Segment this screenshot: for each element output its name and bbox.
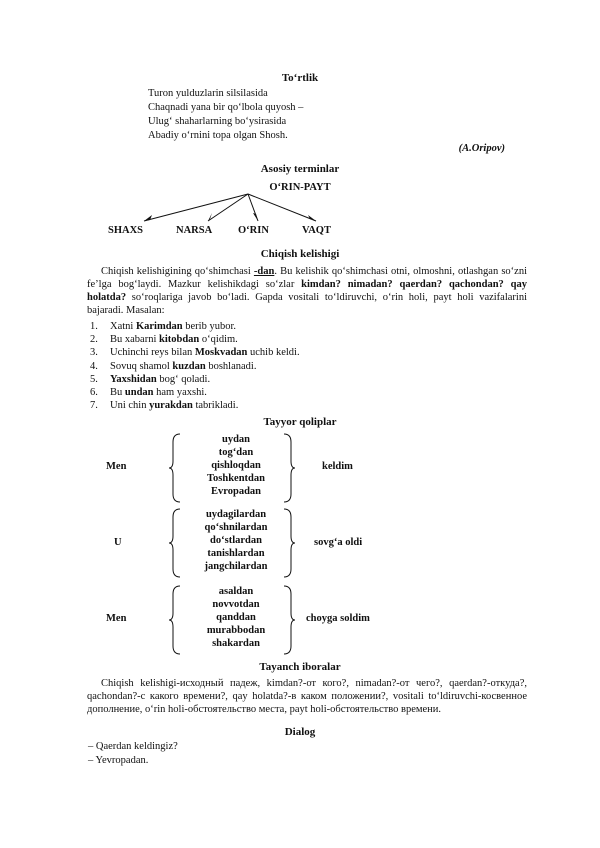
tree-root: O‘RIN-PAYT: [269, 182, 331, 193]
pattern-verb: keldim: [322, 461, 353, 472]
right-brace: [282, 432, 296, 504]
poem-line: Abadiy o‘rnini topa olgan Shosh.: [148, 130, 288, 141]
right-brace: [282, 584, 296, 656]
pattern-verb: choyga soldim: [306, 613, 370, 624]
dialog-line: – Qaerdan keldingiz?: [88, 741, 178, 752]
pattern-words: uydagilardan qo‘shnilardan do‘stlardan tanishlardan jangchilardan: [204, 509, 268, 572]
pattern-subject: U: [114, 537, 122, 548]
pattern-words: asaldan novvotdan qanddan murabbodan shakardan: [206, 586, 266, 649]
list-item: 2. Bu xabarni kitobdan o‘qidim.: [90, 334, 238, 346]
pattern-words: uydan tog‘dan qishloqdan Toshkentdan Evropadan: [207, 434, 265, 497]
list-item: 6. Bu undan ham yaxshi.: [90, 386, 207, 398]
pattern-subject: Men: [106, 461, 127, 472]
poem-line: Ulug‘ shaharlarning bo‘ysirasida: [148, 116, 287, 127]
list-item: 3. Uchinchi reys bilan Moskvadan uchib keldi.: [90, 347, 300, 359]
poem-line: Turon yulduzlarin silsilasida: [148, 88, 268, 99]
suffix: -dan: [253, 266, 275, 277]
pattern-subject: Men: [106, 613, 127, 624]
tree-edge: [248, 194, 316, 221]
right-brace: [282, 507, 296, 579]
list-item: 4. Sovuq shamol kuzdan boshlanadi.: [90, 360, 257, 372]
tree-leaf: O‘RIN: [238, 225, 269, 236]
dialog-heading: Dialog: [284, 726, 316, 738]
poem-line: Chaqnadi yana bir qo‘lbola quyosh –: [148, 102, 304, 113]
questions: kimdan? nimadan? qaerdan? qachondan? qay holatda?: [87, 279, 527, 303]
tree-leaf: VAQT: [302, 225, 331, 236]
list-item: 7. Uni chin yurakdan tabrikladi.: [90, 400, 239, 412]
arrow-head: [144, 215, 152, 221]
terms-heading: Asosiy terminlar: [260, 163, 340, 175]
poem-author: (A.Oripov): [458, 143, 505, 154]
dialog-line: – Yevropadan.: [88, 755, 149, 766]
list-item: 1. Xatni Karimdan berib yubor.: [90, 321, 236, 332]
section-heading: Chiqish kelishigi: [260, 248, 340, 260]
phrases-paragraph: Chiqish kelishigi-исходный падеж, kimdan?-от кого?, nimadan?-от чего?, qaerdan?-откуда?, qachondan?-с какого времени?, qay holatda?-в каком положении?, vositali to‘ldiruvchi-косвенное дополнение, o‘rin holi-обстоятельство места, payt holi-обстоятельство времени.: [87, 678, 527, 715]
pattern-verb: sovg‘a oldi: [314, 537, 363, 548]
poem-title: To‘rtlik: [281, 72, 319, 84]
list-item: 5. Yaxshidan bog‘ qoladi.: [90, 373, 211, 385]
grammar-paragraph: Chiqish kelishigining qo‘shimchasi -dan. Bu kelishik qo‘shimchasi otni, olmoshni, otlashgan so‘zni fe’lga bog‘laydi. Mazkur kelishikdagi so‘zlar kimdan? nimadan? qaerdan? qachondan? qay holatda? so‘roqlariga javob bo‘ladi. Gapda vositali to‘ldiruvchi, o‘rin holi, payt holi vazifalarini bajaradi. Masalan:: [87, 266, 527, 316]
phrases-heading: Tayanch iboralar: [259, 661, 341, 673]
patterns-heading: Tayyor qoliplar: [263, 416, 337, 428]
example-list: [90, 320, 300, 412]
tree-edge: [208, 194, 248, 221]
tree-leaf: SHAXS: [108, 225, 144, 236]
tree-leaf: NARSA: [176, 225, 213, 236]
tree-edge: [144, 194, 248, 221]
